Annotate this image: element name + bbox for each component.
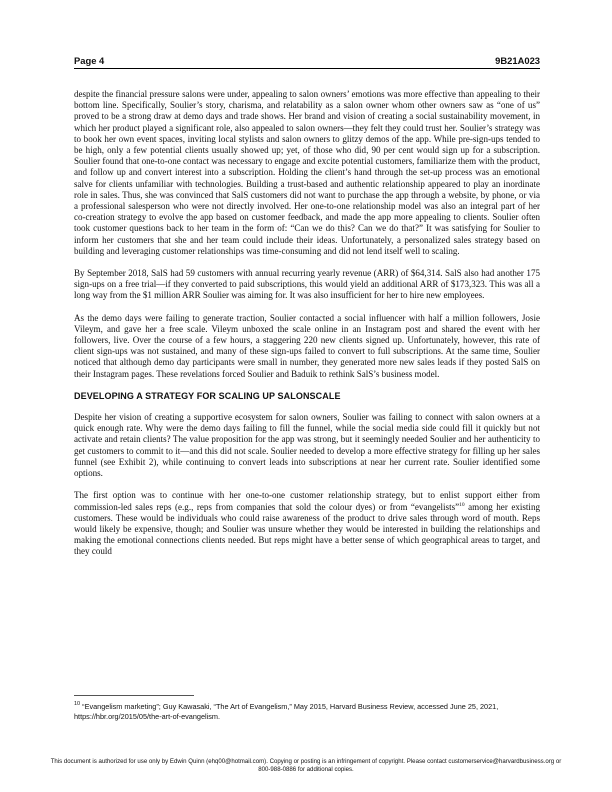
copyright-line-1: This document is authorized for use only by Edwin Quinn (ehq00@hotmail.com). Copying or posting is an infringement of copyright. Please contact customerservice@harvardbusiness.org or [50, 758, 562, 765]
footnote-reference[interactable]: 10 [459, 501, 465, 508]
paragraph-5-text-start: The first option was to continue with her one-to-one customer relationship strategy, but to enlist support either from commission-led sales reps (e.g., reps from companies that sold the colour dyes) or from “evangelists” [74, 490, 540, 512]
document-body [74, 89, 540, 569]
body-paragraph-3: As the demo days were failing to generate traction, Soulier contacted a social influencer with half a million followers, Josie Vileym, and gave her a free scale. Vileym unboxed the scale online in an Instagram post and shared the event with her followers, live. Over the course of a few hours, a staggering 220 new clients signed up. Unfortunately, however, this rate of client sign-ups was not sustained, and many of these sign-ups failed to convert to full subscriptions. At the same time, Soulier noticed that although demo day participants were small in number, they generated more new sales leads if they posted SalS on their Instagram pages. These revelations forced Soulier and Baduik to rethink SalS’s business model. [74, 312, 540, 379]
body-paragraph-5 [74, 490, 540, 557]
paragraph-5-text-end: among her existing customers. These would be individuals who could raise awareness of the product to drive sales through word of mouth. Reps would likely be expensive, though; and Soulier was unsure whether they would be interested in building the relationships and making the emotional connections clients needed. But reps might have a better sense of which geographical areas to target, and they could [74, 501, 540, 557]
footnote [74, 702, 540, 721]
page-header [74, 55, 540, 66]
footnote-divider [74, 695, 194, 696]
copyright-line-2: 800-988-0886 for additional copies. [258, 766, 354, 774]
footnote-text: “Evangelism marketing”; Guy Kawasaki, “The Art of Evangelism,” May 2015, Harvard Business Review, accessed June 25, 2021, https://hbr.org/2015/05/the-art-of-evangelism. [74, 702, 499, 721]
footnote-number: 10 [74, 701, 81, 707]
section-heading: DEVELOPING A STRATEGY FOR SCALING UP SALONSCALE [74, 390, 341, 401]
body-paragraph-2: By September 2018, SalS had 59 customers with annual recurring yearly revenue (ARR) of $64,314. SalS also had another 175 sign-ups on a free trial—if they converted to paid subscriptions, this would yield an additional ARR of $173,323. This was all a long way from the $1 million ARR Soulier was aiming for. It was also insufficient for her to hire new employees. [74, 268, 540, 301]
case-id: 9B21A023 [495, 55, 540, 66]
page-number: Page 4 [74, 55, 105, 66]
body-paragraph-1: despite the financial pressure salons were under, appealing to salon owners’ emotions was more effective than appealing to their bottom line. Specifically, Soulier’s story, charisma, and relatability as a salon owner whom other owners saw as “one of us” proved to be a strong draw at demo days and trade shows. Her brand and vision of creating a social sustainability movement, in which her product played a significant role, also appealed to salon owners—they felt they could trust her. Soulier’s strategy was to book her own event spaces, inviting local stylists and salon owners to glitzy demos of the app. While pre-sign-ups tended to be high, only a few potential clients usually showed up; yet, of those who did, 90 per cent would sign up for a subscription. Soulier found that one-to-one contact was necessary to engage and excite potential customers, familiarize them with the product, and follow up and convert interest into a subscription. Holding the client’s hand through the set-up process was an emotional salve for clients unfamiliar with technologies. Building a trust-based and authentic relationship appeared to play an inordinate role in sales. Thus, she was convinced that SalS customers did not want to purchase the app through a website, by phone, or via a professional salesperson who were not directly involved. Her one-to-one relationship model was also an integral part of her co-creation strategy to evolve the app based on customer feedback, and made the app more appealing to clients. Soulier often took customer questions back to her team in the form of: “Can we do this? Can we do that?” It was satisfying for Soulier to inform her customers that she and her team could include their ideas. Unfortunately, a personalized sales strategy based on building and leveraging customer relationships was time-consuming and did not lend itself well to scaling. [74, 89, 541, 256]
body-paragraph-4: Despite her vision of creating a supportive ecosystem for salon owners, Soulier was failing to connect with salon owners at a quick enough rate. Why were the demo days failing to fill the funnel, while the social media side could fill it quickly but not activate and retain clients? The value proposition for the app was strong, but it seemingly needed Soulier and her authenticity to get customers to commit to it—and this did not scale. Soulier needed to develop a more effective strategy for filling up her sales funnel (see Exhibit 2), while continuing to convert leads into subscriptions at near her current rate. Soulier identified some options. [74, 412, 540, 479]
copyright-notice [8, 758, 604, 775]
header-divider [74, 68, 540, 69]
